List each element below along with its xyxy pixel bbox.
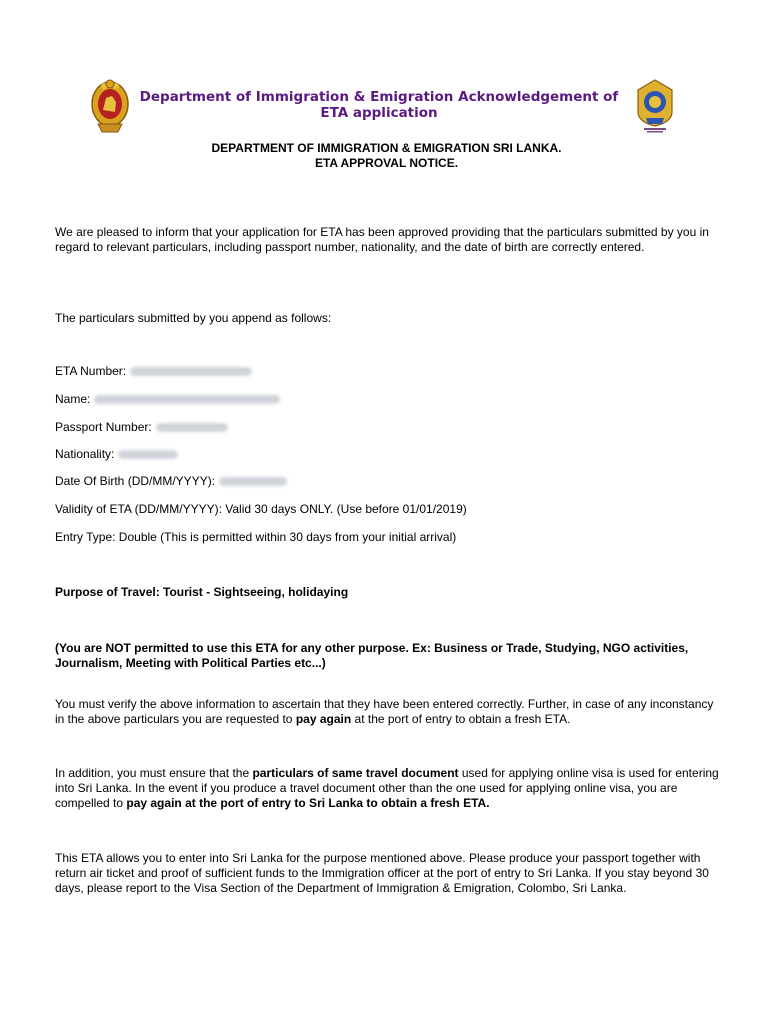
document-header xyxy=(88,76,678,136)
header-title: Department of Immigration & Emigration Acknowledgement of ETA application xyxy=(139,89,619,121)
eta-number-redacted xyxy=(130,367,252,376)
eta-number-field xyxy=(55,364,252,379)
purpose-of-travel: Purpose of Travel: Tourist - Sightseeing, holidaying xyxy=(55,585,349,599)
eta-number-label: ETA Number: xyxy=(55,364,127,378)
date-of-birth-label: Date Of Birth (DD/MM/YYYY): xyxy=(55,474,216,488)
verify-paragraph xyxy=(55,697,725,727)
notice-heading-line2: ETA APPROVAL NOTICE. xyxy=(314,156,459,170)
date-of-birth-redacted xyxy=(219,477,287,486)
verify-bold: pay again xyxy=(295,712,352,726)
passport-number-field xyxy=(55,420,228,435)
passport-number-label: Passport Number: xyxy=(55,420,152,434)
sri-lanka-state-emblem-icon xyxy=(88,76,132,136)
validity-field: Validity of ETA (DD/MM/YYYY): Valid 30 days ONLY. (Use before 01/01/2019) xyxy=(55,502,467,516)
nationality-redacted xyxy=(118,450,178,459)
date-of-birth-field xyxy=(55,474,287,489)
addition-paragraph xyxy=(55,766,725,811)
nationality-label: Nationality: xyxy=(55,447,115,461)
notice-heading-line1: DEPARTMENT OF IMMIGRATION & EMIGRATION SRI LANKA. xyxy=(211,141,562,155)
nationality-field xyxy=(55,447,178,462)
name-label: Name: xyxy=(55,392,91,406)
passport-number-redacted xyxy=(156,423,228,432)
verify-text-1: You must verify the above information to ascertain that they have been entered correctly. Further, in case of any inconstancy in the above particulars you are requested to xyxy=(55,697,714,726)
name-field xyxy=(55,392,280,407)
approval-intro-paragraph: We are pleased to inform that your application for ETA has been approved providing that the particulars submitted by you in regard to relevant particulars, including passport number, nationality, and the date of birth are correctly entered. xyxy=(55,225,709,254)
addition-bold-2: pay again at the port of entry to Sri Lanka to obtain a fresh ETA. xyxy=(126,796,490,810)
restriction-notice: (You are NOT permitted to use this ETA for any other purpose. Ex: Business or Trade, Studying, NGO activities, Journalism, Meeting with Political Parties etc...) xyxy=(55,641,689,670)
notice-heading xyxy=(0,141,773,171)
entry-type-field: Entry Type: Double (This is permitted within 30 days from your initial arrival) xyxy=(55,530,457,544)
addition-bold-1: particulars of same travel document xyxy=(252,766,459,780)
closing-paragraph: This ETA allows you to enter into Sri Lanka for the purpose mentioned above. Please produce your passport together with return air ticket and proof of sufficient funds to the Immigration officer at the port of entry to Sri Lanka. If you stay beyond 30 days, please report to the Visa Section of the Department of Immigration & Emigration, Colombo, Sri Lanka. xyxy=(55,851,709,895)
immigration-department-emblem-icon xyxy=(632,78,678,134)
name-redacted xyxy=(94,395,280,404)
addition-text-1: In addition, you must ensure that the xyxy=(55,766,253,780)
verify-text-2: at the port of entry to obtain a fresh ETA. xyxy=(351,712,571,726)
addition-text-2: used for applying online visa is used for entering into Sri Lanka. In the event if you produce a travel document other than the one used for applying online visa, you are compelled to xyxy=(55,766,719,810)
particulars-intro: The particulars submitted by you append as follows: xyxy=(55,311,332,325)
